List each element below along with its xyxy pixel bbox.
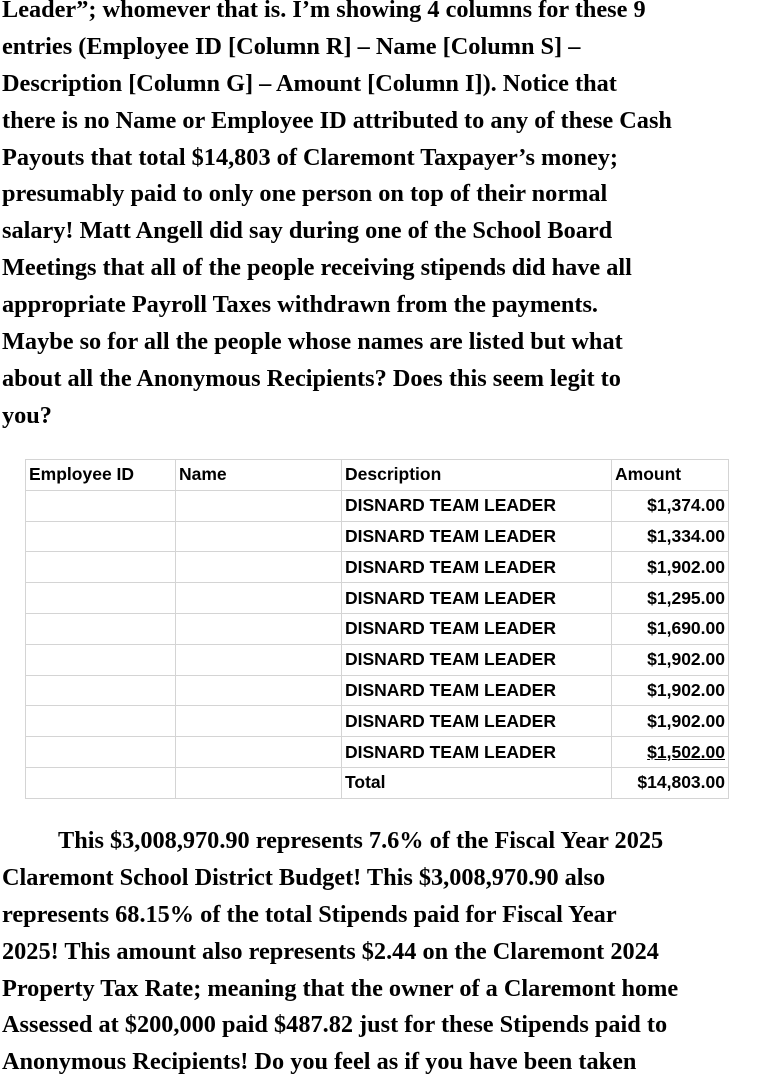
paragraph-line: Anonymous Recipients! Do you feel as if you have been taken (2, 1048, 637, 1076)
cell-amount: $1,374.00 (612, 490, 729, 521)
paragraph-line: appropriate Payroll Taxes withdrawn from the payments. (2, 291, 598, 319)
header-employee-id: Employee ID (26, 460, 176, 491)
cell-description: DISNARD TEAM LEADER (342, 583, 612, 614)
body-paragraph-top (2, 0, 782, 435)
table-row (26, 675, 729, 706)
header-amount: Amount (612, 460, 729, 491)
paragraph-line: about all the Anonymous Recipients? Does this seem legit to (2, 364, 621, 392)
table-row (26, 490, 729, 521)
cell-description: DISNARD TEAM LEADER (342, 490, 612, 521)
paragraph-line: 2025! This amount also represents $2.44 on the Claremont 2024 (2, 937, 659, 965)
table-row (26, 737, 729, 768)
table-row (26, 521, 729, 552)
cell-name (176, 521, 342, 552)
cell-name (176, 490, 342, 521)
cell-name (176, 644, 342, 675)
cell-name (176, 737, 342, 768)
cell-amount: $1,502.00 (647, 741, 725, 762)
cell-employee-id (26, 490, 176, 521)
cell-description: DISNARD TEAM LEADER (342, 552, 612, 583)
cell-employee-id (26, 552, 176, 583)
cell-description: DISNARD TEAM LEADER (342, 644, 612, 675)
table-header-row (26, 460, 729, 491)
table-row (26, 552, 729, 583)
body-paragraph-bottom (2, 823, 782, 1081)
cell-amount: $1,334.00 (612, 521, 729, 552)
paragraph-line: entries (Employee ID [Column R] – Name [Column S] – (2, 32, 581, 60)
table-row (26, 644, 729, 675)
cell-employee-id (26, 644, 176, 675)
cell-amount: $1,902.00 (612, 644, 729, 675)
cell-description: DISNARD TEAM LEADER (342, 706, 612, 737)
paragraph-line: Payouts that total $14,803 of Claremont Taxpayer’s money; (2, 143, 618, 171)
header-description: Description (342, 460, 612, 491)
paragraph-line: Claremont School District Budget! This $3,008,970.90 also (2, 863, 606, 891)
cell-amount: $1,295.00 (612, 583, 729, 614)
cell-amount: $1,902.00 (612, 552, 729, 583)
table-row (26, 583, 729, 614)
cell-employee-id (26, 521, 176, 552)
table-row (26, 613, 729, 644)
paragraph-line: salary! Matt Angell did say during one of the School Board (2, 217, 613, 245)
cell-employee-id (26, 675, 176, 706)
paragraph-line: represents 68.15% of the total Stipends paid for Fiscal Year (2, 900, 617, 928)
paragraph-line: Assessed at $200,000 paid $487.82 just for these Stipends paid to (2, 1011, 668, 1039)
cell-name (176, 706, 342, 737)
cell-description: DISNARD TEAM LEADER (342, 613, 612, 644)
cell-employee-id (26, 706, 176, 737)
cell-description: DISNARD TEAM LEADER (342, 675, 612, 706)
paragraph-line: Property Tax Rate; meaning that the owner of a Claremont home (2, 974, 679, 1002)
cell-amount: $1,690.00 (612, 613, 729, 644)
paragraph-line: presumably paid to only one person on top of their normal (2, 180, 608, 208)
paragraph-line: Leader”; whomever that is. I’m showing 4 columns for these 9 (2, 0, 646, 23)
header-name: Name (176, 460, 342, 491)
paragraph-line: This $3,008,970.90 represents 7.6% of the Fiscal Year 2025 (58, 827, 664, 854)
paragraph-line: Maybe so for all the people whose names are listed but what (2, 328, 623, 356)
paragraph-line: you? (2, 401, 52, 429)
cell-name (176, 583, 342, 614)
cell-employee-id (26, 583, 176, 614)
cell-name (176, 675, 342, 706)
cell-name (176, 767, 342, 798)
cell-amount: $1,902.00 (612, 675, 729, 706)
cell-employee-id (26, 737, 176, 768)
paragraph-line: Description [Column G] – Amount [Column I]). Notice that (2, 69, 617, 97)
paragraph-line: Meetings that all of the people receiving stipends did have all (2, 254, 632, 282)
table-row (26, 706, 729, 737)
cell-description: DISNARD TEAM LEADER (342, 737, 612, 768)
cell-name (176, 552, 342, 583)
cell-name (176, 613, 342, 644)
cell-employee-id (26, 613, 176, 644)
cell-description: DISNARD TEAM LEADER (342, 521, 612, 552)
table-total-row (26, 767, 729, 798)
cell-amount: $1,902.00 (612, 706, 729, 737)
paragraph-line: there is no Name or Employee ID attributed to any of these Cash (2, 106, 672, 134)
total-amount: $14,803.00 (612, 767, 729, 798)
stipend-table (25, 459, 729, 799)
total-label: Total (342, 767, 612, 798)
cell-employee-id (26, 767, 176, 798)
